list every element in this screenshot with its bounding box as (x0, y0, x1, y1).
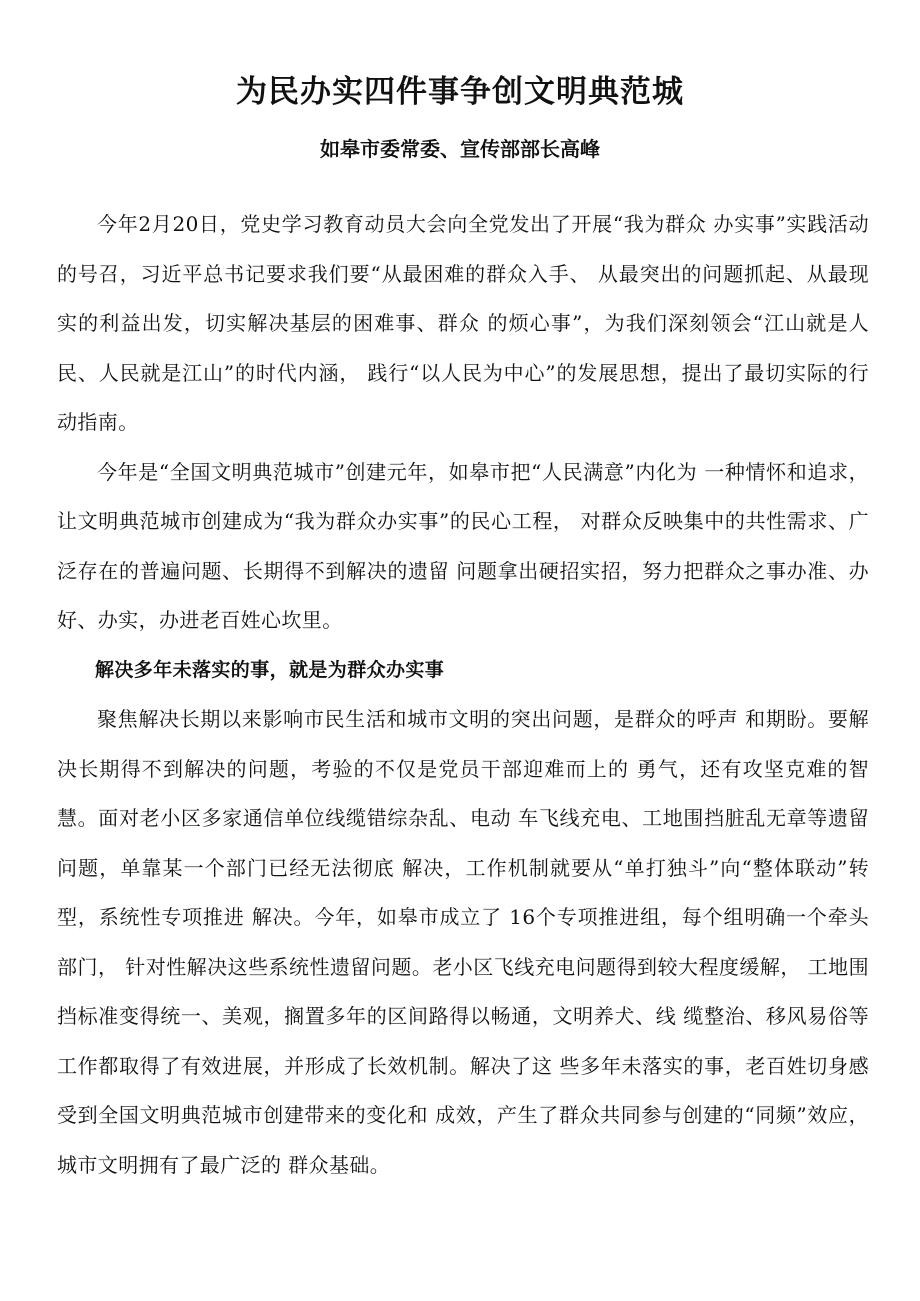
paragraph-city-goal: 今年是“全国文明典范城市”创建元年，如皋市把“人民满意”内化为 一种情怀和追求，让文明典范城市创建成为“我为群众办实事”的民心工程， 对群众反映集中的共性需求、广泛存在的普遍问题、长期得不到解决的遗留 问题拿出硬招实招，努力把群众之事办准、办好、办实，办进老百姓心坎里。 (57, 459, 869, 632)
paragraph-intro: 今年2月20日，党史学习教育动员大会向全党发出了开展“我为群众 办实事”实践活动的号召，习近平总书记要求我们要“从最困难的群众入手、 从最突出的问题抓起、从最现实的利益出发，切实解决基层的困难事、群众 的烦心事”，为我们深刻领会“江山就是人民、人民就是江山”的时代内涵， 践行“以人民为中心”的发展思想，提出了最切实际的行动指南。 (57, 212, 869, 434)
author-byline: 如皋市委常委、宣传部部长高峰 (320, 137, 600, 161)
section-heading: 解决多年未落实的事，就是为群众办实事 (95, 658, 445, 681)
article-body (57, 200, 869, 1190)
document-title: 为民办实四件事争创文明典范城 (236, 74, 684, 110)
paragraph-section-1: 聚焦解决长期以来影响市民生活和城市文明的突出问题，是群众的呼声 和期盼。要解决长期得不到解决的问题，考验的不仅是党员干部迎难而上的 勇气，还有攻坚克难的智慧。面对老小区多家通信单位线缆错综杂乱、电动 车飞线充电、工地围挡脏乱无章等遗留问题，单靠某一个部门已经无法彻底 解决，工作机制就要从“单打独斗”向“整体联动”转型，系统性专项推进 解决。今年，如皋市成立了 16个专项推进组，每个组明确一个牵头部门， 针对性解决这些系统性遗留问题。老小区飞线充电问题得到较大程度缓解， 工地围挡标准变得统一、美观，搁置多年的区间路得以畅通，文明养犬、线 缆整治、移风易俗等工作都取得了有效进展，并形成了长效机制。解决了这 些多年未落实的事，老百姓切身感受到全国文明典范城市创建带来的变化和 成效，产生了群众共同参与创建的“同频”效应，城市文明拥有了最广泛的 群众基础。 (57, 707, 869, 1177)
